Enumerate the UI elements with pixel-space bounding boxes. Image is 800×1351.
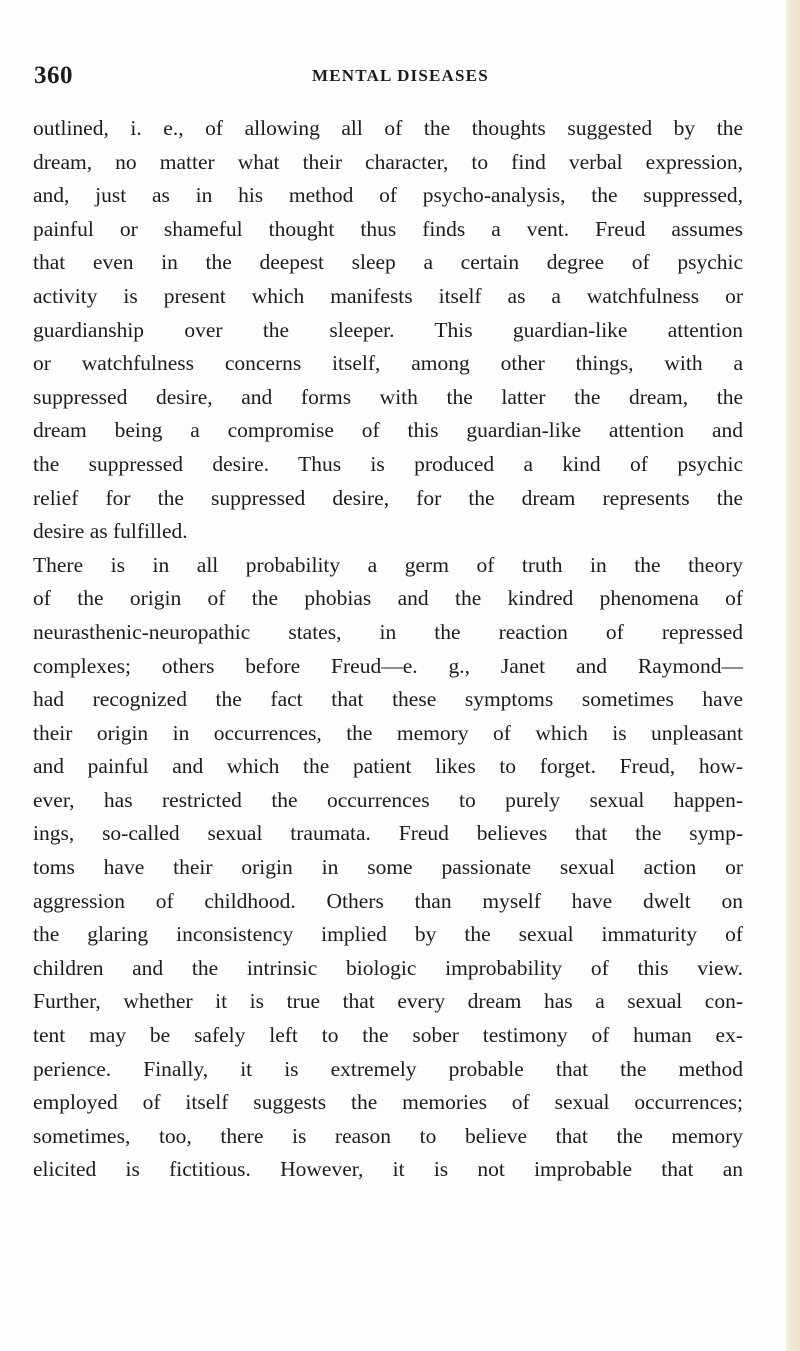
running-title: MENTAL DISEASES <box>312 66 489 85</box>
text-line: ever, has restricted the occurrences to purely sexual happen- <box>33 787 743 812</box>
text-line: employed of itself suggests the memories of sexual occurrences; <box>33 1090 743 1115</box>
text-line: activity is present which manifests itself as a watchfulness or <box>33 283 743 308</box>
paragraph-end-line: desire as fulfilled. <box>33 519 188 544</box>
text-line: toms have their origin in some passionate sexual action or <box>33 855 743 880</box>
text-line: that even in the deepest sleep a certain degree of psychic <box>33 250 743 275</box>
text-line: had recognized the fact that these symptoms sometimes have <box>33 687 743 712</box>
page-header <box>34 62 734 96</box>
page-edge-shading <box>786 0 800 1351</box>
page-number: 360 <box>34 62 73 89</box>
text-line: Further, whether it is true that every dream has a sexual con- <box>33 989 743 1014</box>
text-line: guardianship over the sleeper. This guardian-like attention <box>33 317 743 342</box>
text-line: neurasthenic-neuropathic states, in the reaction of repressed <box>33 619 743 644</box>
text-line: outlined, i. e., of allowing all of the thoughts suggested by the <box>33 116 743 140</box>
text-line: and, just as in his method of psycho-analysis, the suppressed, <box>33 183 743 208</box>
text-line: elicited is fictitious. However, it is not improbable that an <box>33 1157 743 1182</box>
text-line: aggression of childhood. Others than myself have dwelt on <box>33 888 743 913</box>
text-line: children and the intrinsic biologic improbability of this view. <box>33 955 743 980</box>
paragraph-start-line: There is in all probability a germ of truth in the theory <box>33 552 743 577</box>
text-line: sometimes, too, there is reason to believe that the memory <box>33 1123 743 1148</box>
text-line: the glaring inconsistency implied by the sexual immaturity of <box>33 922 743 947</box>
text-line: ings, so-called sexual traumata. Freud believes that the symp- <box>33 821 743 846</box>
text-line: their origin in occurrences, the memory of which is unpleasant <box>33 720 743 745</box>
body-text <box>33 112 743 1187</box>
text-line: perience. Finally, it is extremely probable that the method <box>33 1056 743 1081</box>
text-line: of the origin of the phobias and the kindred phenomena of <box>33 586 743 611</box>
text-line: or watchfulness concerns itself, among other things, with a <box>33 351 743 376</box>
text-line: dream being a compromise of this guardian-like attention and <box>33 418 743 443</box>
text-line: tent may be safely left to the sober testimony of human ex- <box>33 1023 743 1048</box>
text-line: and painful and which the patient likes to forget. Freud, how- <box>33 754 743 779</box>
text-line: the suppressed desire. Thus is produced a kind of psychic <box>33 451 743 476</box>
text-line: relief for the suppressed desire, for the dream represents the <box>33 485 743 510</box>
text-line: painful or shameful thought thus finds a vent. Freud assumes <box>33 216 743 241</box>
text-line: complexes; others before Freud—e. g., Janet and Raymond— <box>33 653 743 678</box>
text-line: suppressed desire, and forms with the latter the dream, the <box>33 384 743 409</box>
text-line: dream, no matter what their character, to find verbal expression, <box>33 149 743 174</box>
